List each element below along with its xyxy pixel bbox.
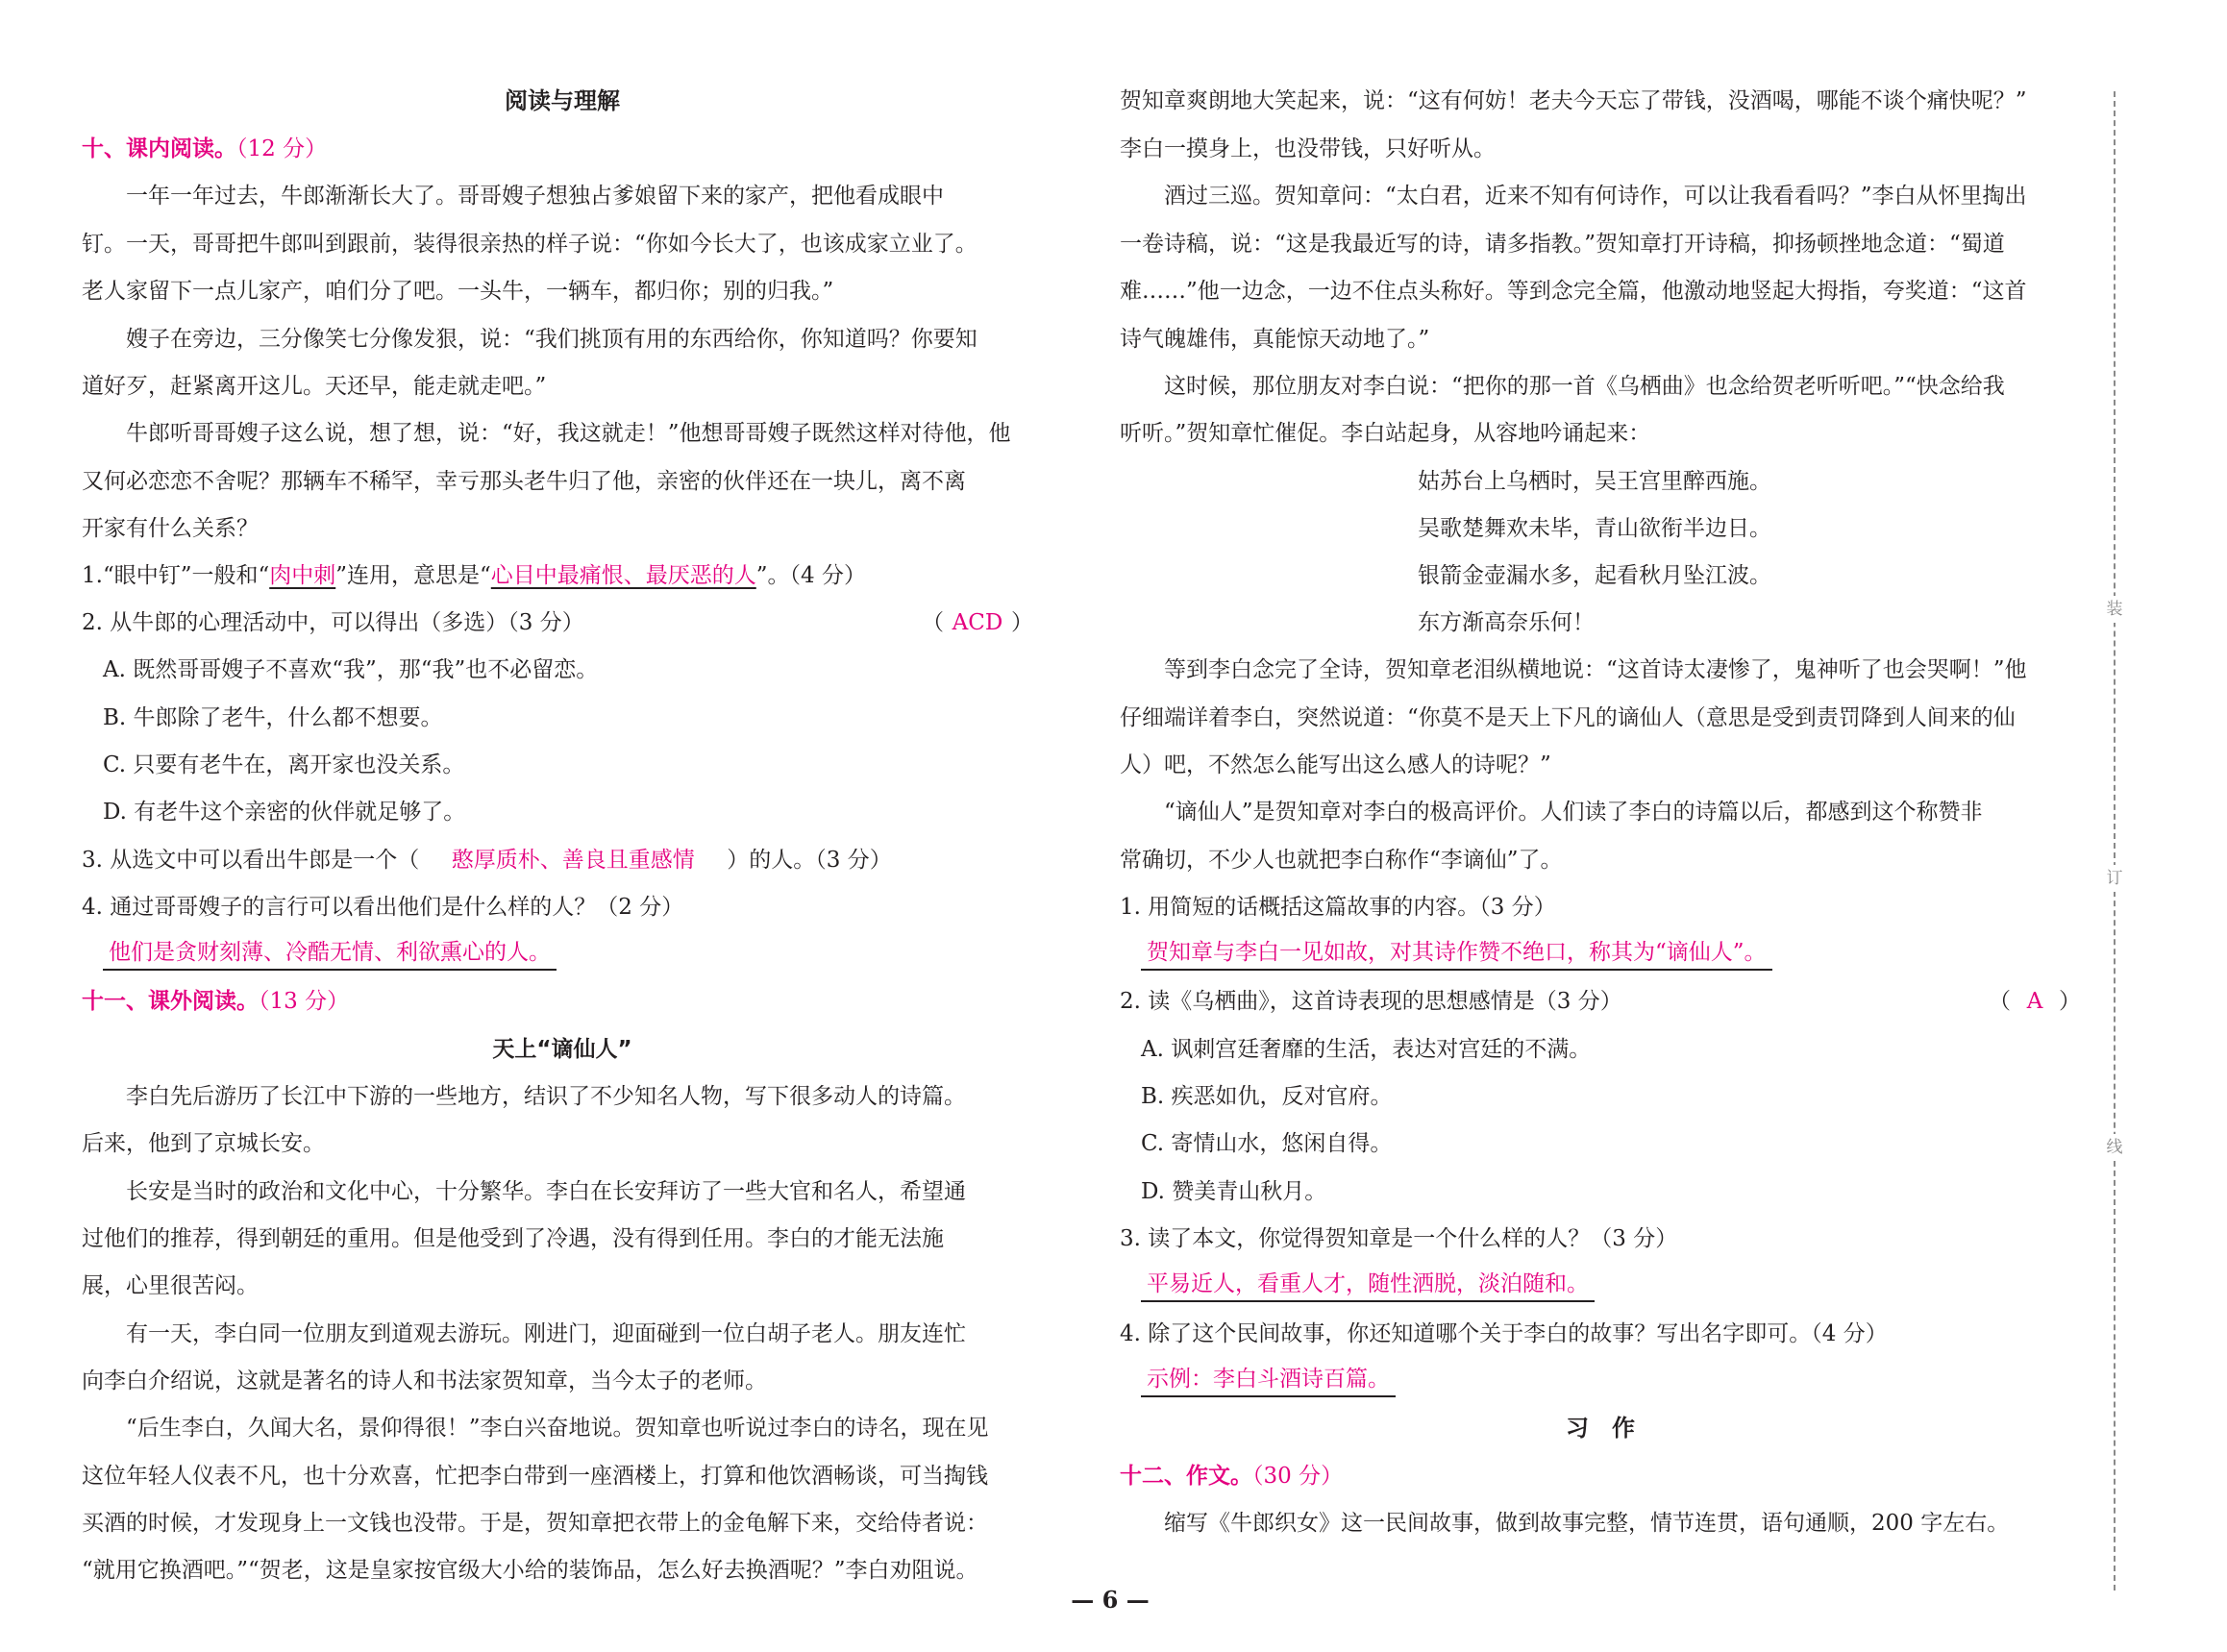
section-heading-writing: 习 作	[1566, 1415, 1635, 1442]
paren-open: （	[922, 610, 944, 635]
passage-line: 又何必恋恋不舍呢？那辆车不稀罕，幸亏那头老牛归了他，亲密的伙伴还在一块儿，离不离	[82, 469, 966, 494]
answer-r1: 贺知章与李白一见如故，对其诗作赞不绝口，称其为“谪仙人”。	[1141, 938, 1772, 971]
passage-line: 长安是当时的政治和文化中心，十分繁华。李白在长安拜访了一些大官和名人，希望通	[126, 1179, 966, 1204]
question-3	[82, 844, 892, 876]
section-heading-reading: 阅读与理解	[505, 87, 620, 114]
option-c: C. 寄情山水，悠闲自得。	[1141, 1131, 1393, 1156]
essay-prompt: 缩写《牛郎织女》这一民间故事，做到故事完整，情节连贯，语句通顺，200 字左右。	[1164, 1511, 2010, 1536]
passage-line: 开家有什么关系？	[82, 516, 259, 541]
option-b: B. 疾恶如仇，反对官府。	[1141, 1084, 1393, 1109]
section-11-points: （13 分）	[259, 989, 350, 1014]
answer-2: ACD	[952, 610, 1003, 635]
question-r2-stem: 2. 读《乌栖曲》，这首诗表现的思想感情是（3 分）	[1120, 989, 1622, 1014]
passage-line: 展，心里很苦闷。	[82, 1273, 259, 1298]
option-b: B. 牛郎除了老牛，什么都不想要。	[103, 705, 443, 730]
binding-label: 装	[2104, 596, 2125, 623]
passage-line: 贺知章爽朗地大笑起来，说：“这有何妨！老夫今天忘了带钱，没酒喝，哪能不谈个痛快呢？”	[1120, 88, 2027, 113]
passage-line: 等到李白念完了全诗，贺知章老泪纵横地说：“这首诗太凄惨了，鬼神听了也会哭啊！”他	[1164, 657, 2027, 682]
passage-line: 老人家留下一点儿家产，咱们分了吧。一头牛，一辆车，都归你；别的归我。”	[82, 279, 834, 304]
passage-line: 这位年轻人仪表不凡，也十分欢喜，忙把李白带到一座酒楼上，打算和他饮酒畅谈，可当掏钱	[82, 1464, 988, 1489]
passage-line: 诗气魄雄伟，真能惊天动地了。”	[1120, 327, 1430, 352]
passage-line: 这时候，那位朋友对李白说：“把你的那一首《乌栖曲》也念给贺老听听吧。”“快念给我	[1164, 374, 2005, 399]
question-3-text: 3. 从选文中可以看出牛郎是一个（	[82, 848, 420, 873]
question-r3-stem: 3. 读了本文，你觉得贺知章是一个什么样的人？（3 分）	[1120, 1226, 1678, 1251]
section-10-points: （12 分）	[236, 136, 328, 161]
question-2-stem: 2. 从牛郎的心理活动中，可以得出（多选）（3 分）	[82, 610, 584, 635]
answer-1b: 心目中最痛恨、最厌恶的人	[490, 563, 756, 588]
answer-r2: A	[2026, 989, 2043, 1014]
section-11-label: 十一、课外阅读。	[82, 989, 259, 1014]
option-d: D. 有老牛这个亲密的伙伴就足够了。	[103, 800, 466, 825]
passage-line: 李白先后游历了长江中下游的一些地方，结识了不少知名人物，写下很多动人的诗篇。	[126, 1084, 966, 1109]
passage-line: “谪仙人”是贺知章对李白的极高评价。人们读了李白的诗篇以后，都感到这个称赞非	[1164, 800, 1983, 825]
passage-line: “就用它换酒吧。”“贺老，这是皇家按官级大小给的装饰品，怎么好去换酒呢？”李白劝阻说。	[82, 1558, 978, 1583]
passage-line: 后来，他到了京城长安。	[82, 1131, 325, 1156]
passage-line: 过他们的推荐，得到朝廷的重用。但是他受到了冷遇，没有得到任用。李白的才能无法施	[82, 1226, 944, 1251]
passage-line: “后生李白，久闻大名，景仰得很！”李白兴奋地说。贺知章也听说过李白的诗名，现在见	[126, 1416, 989, 1441]
poem-line: 银箭金壶漏水多，起看秋月坠江波。	[1418, 563, 1771, 588]
binding-dashed-line	[2114, 91, 2116, 1590]
passage-line: 一年一年过去，牛郎渐渐长大了。哥哥嫂子想独占爹娘留下来的家产，把他看成眼中	[126, 184, 944, 209]
question-2-answer-box	[922, 606, 1033, 639]
section-10-label: 十、课内阅读。	[82, 136, 236, 161]
binding-label: 线	[2104, 1134, 2125, 1161]
question-r2-answer-box	[1989, 985, 2081, 1018]
answer-1a: 肉中刺	[269, 563, 336, 588]
passage-line: 牛郎听哥哥嫂子这么说，想了想，说：“好，我这就走！”他想哥哥嫂子既然这样对待他，他	[126, 421, 1011, 446]
passage-line: 有一天，李白同一位朋友到道观去游玩。刚进门，迎面碰到一位白胡子老人。朋友连忙	[126, 1321, 966, 1346]
poem-line: 东方渐高奈乐何！	[1418, 610, 1595, 635]
section-12-points: （30 分）	[1252, 1464, 1344, 1489]
poem-line: 姑苏台上乌栖时，吴王宫里醉西施。	[1418, 469, 1771, 494]
passage-line: 道好歹，赶紧离开这儿。天还早，能走就走吧。”	[82, 374, 547, 399]
passage-line: 仔细端详着李白，突然说道：“你莫不是天上下凡的谪仙人（意思是受到责罚降到人间来的仙	[1120, 705, 2016, 730]
passage-line: 听听。”贺知章忙催促。李白站起身，从容地吟诵起来：	[1120, 421, 1651, 446]
answer-3: 憨厚质朴、善良且重感情	[451, 848, 695, 873]
passage-line: 钉。一天，哥哥把牛郎叫到跟前，装得很亲热的样子说：“你如今长大了，也该成家立业了。	[82, 232, 977, 257]
section-12-title	[1120, 1460, 1343, 1492]
passage-line: 人）吧，不然怎么能写出这么感人的诗呢？”	[1120, 752, 1551, 777]
binding-label: 订	[2104, 865, 2125, 892]
passage-line: 李白一摸身上，也没带钱，只好听从。	[1120, 136, 1496, 161]
question-1-text: ”连用，意思是“	[335, 563, 491, 588]
question-1	[82, 559, 866, 592]
passage-line: 常确切，不少人也就把李白称作“李谪仙”了。	[1120, 848, 1563, 873]
story-title: 天上“谪仙人”	[492, 1037, 632, 1062]
section-10-title	[82, 133, 327, 165]
passage-line: 难……”他一边念，一边不住点头称好。等到念完全篇，他激动地竖起大拇指，夸奖道：“这首	[1120, 279, 2027, 304]
paren-close: ）	[1011, 610, 1033, 635]
option-a: A. 讽刺宫廷奢靡的生活，表达对宫廷的不满。	[1141, 1037, 1592, 1062]
poem-line: 吴歌楚舞欢未毕，青山欲衔半边日。	[1418, 516, 1771, 541]
passage-line: 酒过三巡。贺知章问：“太白君，近来不知有何诗作，可以让我看看吗？”李白从怀里掏出	[1164, 184, 2027, 209]
option-d: D. 赞美青山秋月。	[1141, 1179, 1327, 1204]
section-11-title	[82, 985, 349, 1018]
paren-open: （	[1989, 989, 2011, 1014]
answer-r4: 示例：李白斗酒诗百篇。	[1141, 1365, 1396, 1397]
passage-line: 向李白介绍说，这就是著名的诗人和书法家贺知章，当今太子的老师。	[82, 1368, 767, 1393]
answer-r3: 平易近人，看重人才，随性洒脱，淡泊随和。	[1141, 1270, 1595, 1302]
option-a: A. 既然哥哥嫂子不喜欢“我”，那“我”也不必留恋。	[103, 657, 599, 682]
passage-line: 一卷诗稿，说：“这是我最近写的诗，请多指教。”贺知章打开诗稿，抑扬顿挫地念道：“蜀道	[1120, 232, 2005, 257]
question-3-text: ）的人。（3 分）	[727, 848, 892, 873]
option-c: C. 只要有老牛在，离开家也没关系。	[103, 752, 465, 777]
answer-4: 他们是贪财刻薄、冷酷无情、利欲熏心的人。	[103, 938, 557, 971]
paren-close: ）	[2059, 989, 2081, 1014]
question-1-text: ”。（4 分）	[755, 563, 866, 588]
section-12-label: 十二、作文。	[1120, 1464, 1252, 1489]
passage-line: 买酒的时候，才发现身上一文钱也没带。于是，贺知章把衣带上的金龟解下来，交给侍者说：	[82, 1511, 988, 1536]
question-1-text: 1.“眼中钉”一般和“	[82, 563, 270, 588]
passage-line: 嫂子在旁边，三分像笑七分像发狠，说：“我们挑顶有用的东西给你，你知道吗？你要知	[126, 327, 977, 352]
question-r1-stem: 1. 用简短的话概括这篇故事的内容。（3 分）	[1120, 895, 1556, 920]
question-4-stem: 4. 通过哥哥嫂子的言行可以看出他们是什么样的人？（2 分）	[82, 895, 684, 920]
page-number: — 6 —	[1071, 1586, 1150, 1614]
question-r4-stem: 4. 除了这个民间故事，你还知道哪个关于李白的故事？写出名字即可。（4 分）	[1120, 1321, 1888, 1346]
